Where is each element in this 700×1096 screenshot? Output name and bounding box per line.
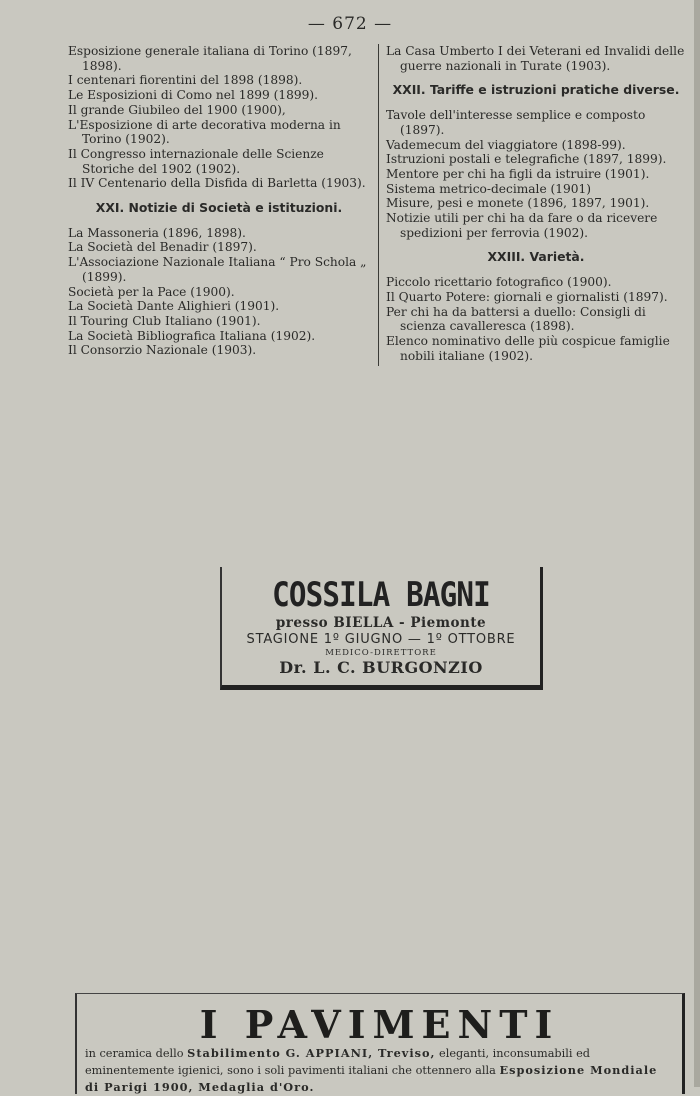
left-column bbox=[68, 44, 370, 358]
section-heading-xxi: XXI. Notizie di Società e istituzioni. bbox=[95, 200, 343, 216]
ad-award: Esposizione Mondiale di Parigi 1900, Medaglia d'Oro. bbox=[85, 1063, 658, 1094]
column-divider bbox=[378, 44, 379, 366]
advertisement-cossila-bagni bbox=[220, 567, 543, 690]
list-item: Sistema metrico-decimale (1901) bbox=[386, 181, 592, 196]
list-item: Per chi ha da battersi a duello: Consigli di scienza cavalleresca (1898). bbox=[386, 304, 646, 334]
list-item: Il Touring Club Italiano (1901). bbox=[68, 313, 261, 328]
list-item: La Società Dante Alighieri (1901). bbox=[68, 299, 280, 314]
ad-director: Dr. L. C. BURGONZIO bbox=[279, 658, 483, 677]
list-item: Piccolo ricettario fotografico (1900). bbox=[386, 275, 612, 290]
list-item: Il IV Centenario della Disfida di Barletta (1903). bbox=[68, 176, 366, 191]
list-item: L'Esposizione di arte decorativa moderna in Torino (1902). bbox=[68, 117, 341, 147]
page-edge bbox=[694, 0, 700, 1087]
list-item: Tavole dell'interesse semplice e composto (1897). bbox=[386, 108, 646, 137]
ad-title: COSSILA BAGNI bbox=[272, 575, 490, 615]
list-item: La Massoneria (1896, 1898). bbox=[68, 225, 246, 240]
page-number: — 672 — bbox=[307, 14, 393, 34]
ad-season: STAGIONE 1º GIUGNO — 1º OTTOBRE bbox=[246, 632, 516, 647]
ad-location: presso BIELLA - Piemonte bbox=[275, 615, 487, 631]
list-item: I centenari fiorentini del 1898 (1898). bbox=[68, 73, 303, 88]
advertisement-pavimenti bbox=[75, 993, 685, 1094]
list-item: Il Congresso internazionale delle Scienze Storiche del 1902 (1902). bbox=[68, 146, 324, 176]
list-item: Mentore per chi ha figli da istruire (1901). bbox=[386, 166, 650, 181]
list-item: Società per la Pace (1900). bbox=[68, 284, 235, 299]
list-item: Notizie utili per chi ha da fare o da ricevere spedizioni per ferrovia (1902). bbox=[386, 211, 658, 240]
list-item: Il grande Giubileo del 1900 (1900), bbox=[68, 102, 286, 117]
list-item: Il Quarto Potere: giornali e giornalisti (1897). bbox=[386, 289, 668, 304]
list-item: Vademecum del viaggiatore (1898-99). bbox=[386, 137, 626, 152]
list-item: La Casa Umberto I dei Veterani ed Invalidi delle guerre nazionali in Turate (1903). bbox=[386, 44, 685, 73]
list-item: Esposizione generale italiana di Torino (1897, 1898). bbox=[68, 44, 352, 73]
list-item: La Società del Benadir (1897). bbox=[68, 240, 257, 255]
list-item: L'Associazione Nazionale Italiana “ Pro Schola „ (1899). bbox=[68, 255, 367, 284]
ad-company: Stabilimento G. APPIANI, Treviso, bbox=[187, 1046, 436, 1060]
list-item: Elenco nominativo delle più cospicue famiglie nobili italiane (1902). bbox=[386, 333, 670, 363]
ad-role: MEDICO-DIRETTORE bbox=[325, 648, 437, 658]
list-item: Istruzioni postali e telegrafiche (1897, 1899). bbox=[386, 152, 667, 167]
section-heading-xxiii: XXIII. Varietà. bbox=[487, 249, 585, 265]
list-item: Le Esposizioni di Como nel 1899 (1899). bbox=[68, 88, 319, 103]
right-column bbox=[386, 44, 686, 363]
section-heading-xxii: XXII. Tariffe e istruzioni pratiche diverse. bbox=[392, 82, 680, 98]
list-item: Misure, pesi e monete (1896, 1897, 1901). bbox=[386, 196, 650, 211]
ad-title: I PAVIMENTI bbox=[199, 1002, 560, 1047]
list-item: La Società Bibliografica Italiana (1902). bbox=[68, 328, 316, 343]
ad-text: eleganti, inconsumabili ed eminentemente igienici, sono i soli pavimenti italiani che ottennero alla bbox=[85, 1047, 591, 1077]
ad-text: in ceramica dello bbox=[85, 1047, 188, 1060]
list-item: Il Consorzio Nazionale (1903). bbox=[68, 343, 257, 358]
ad-body bbox=[77, 1045, 682, 1096]
